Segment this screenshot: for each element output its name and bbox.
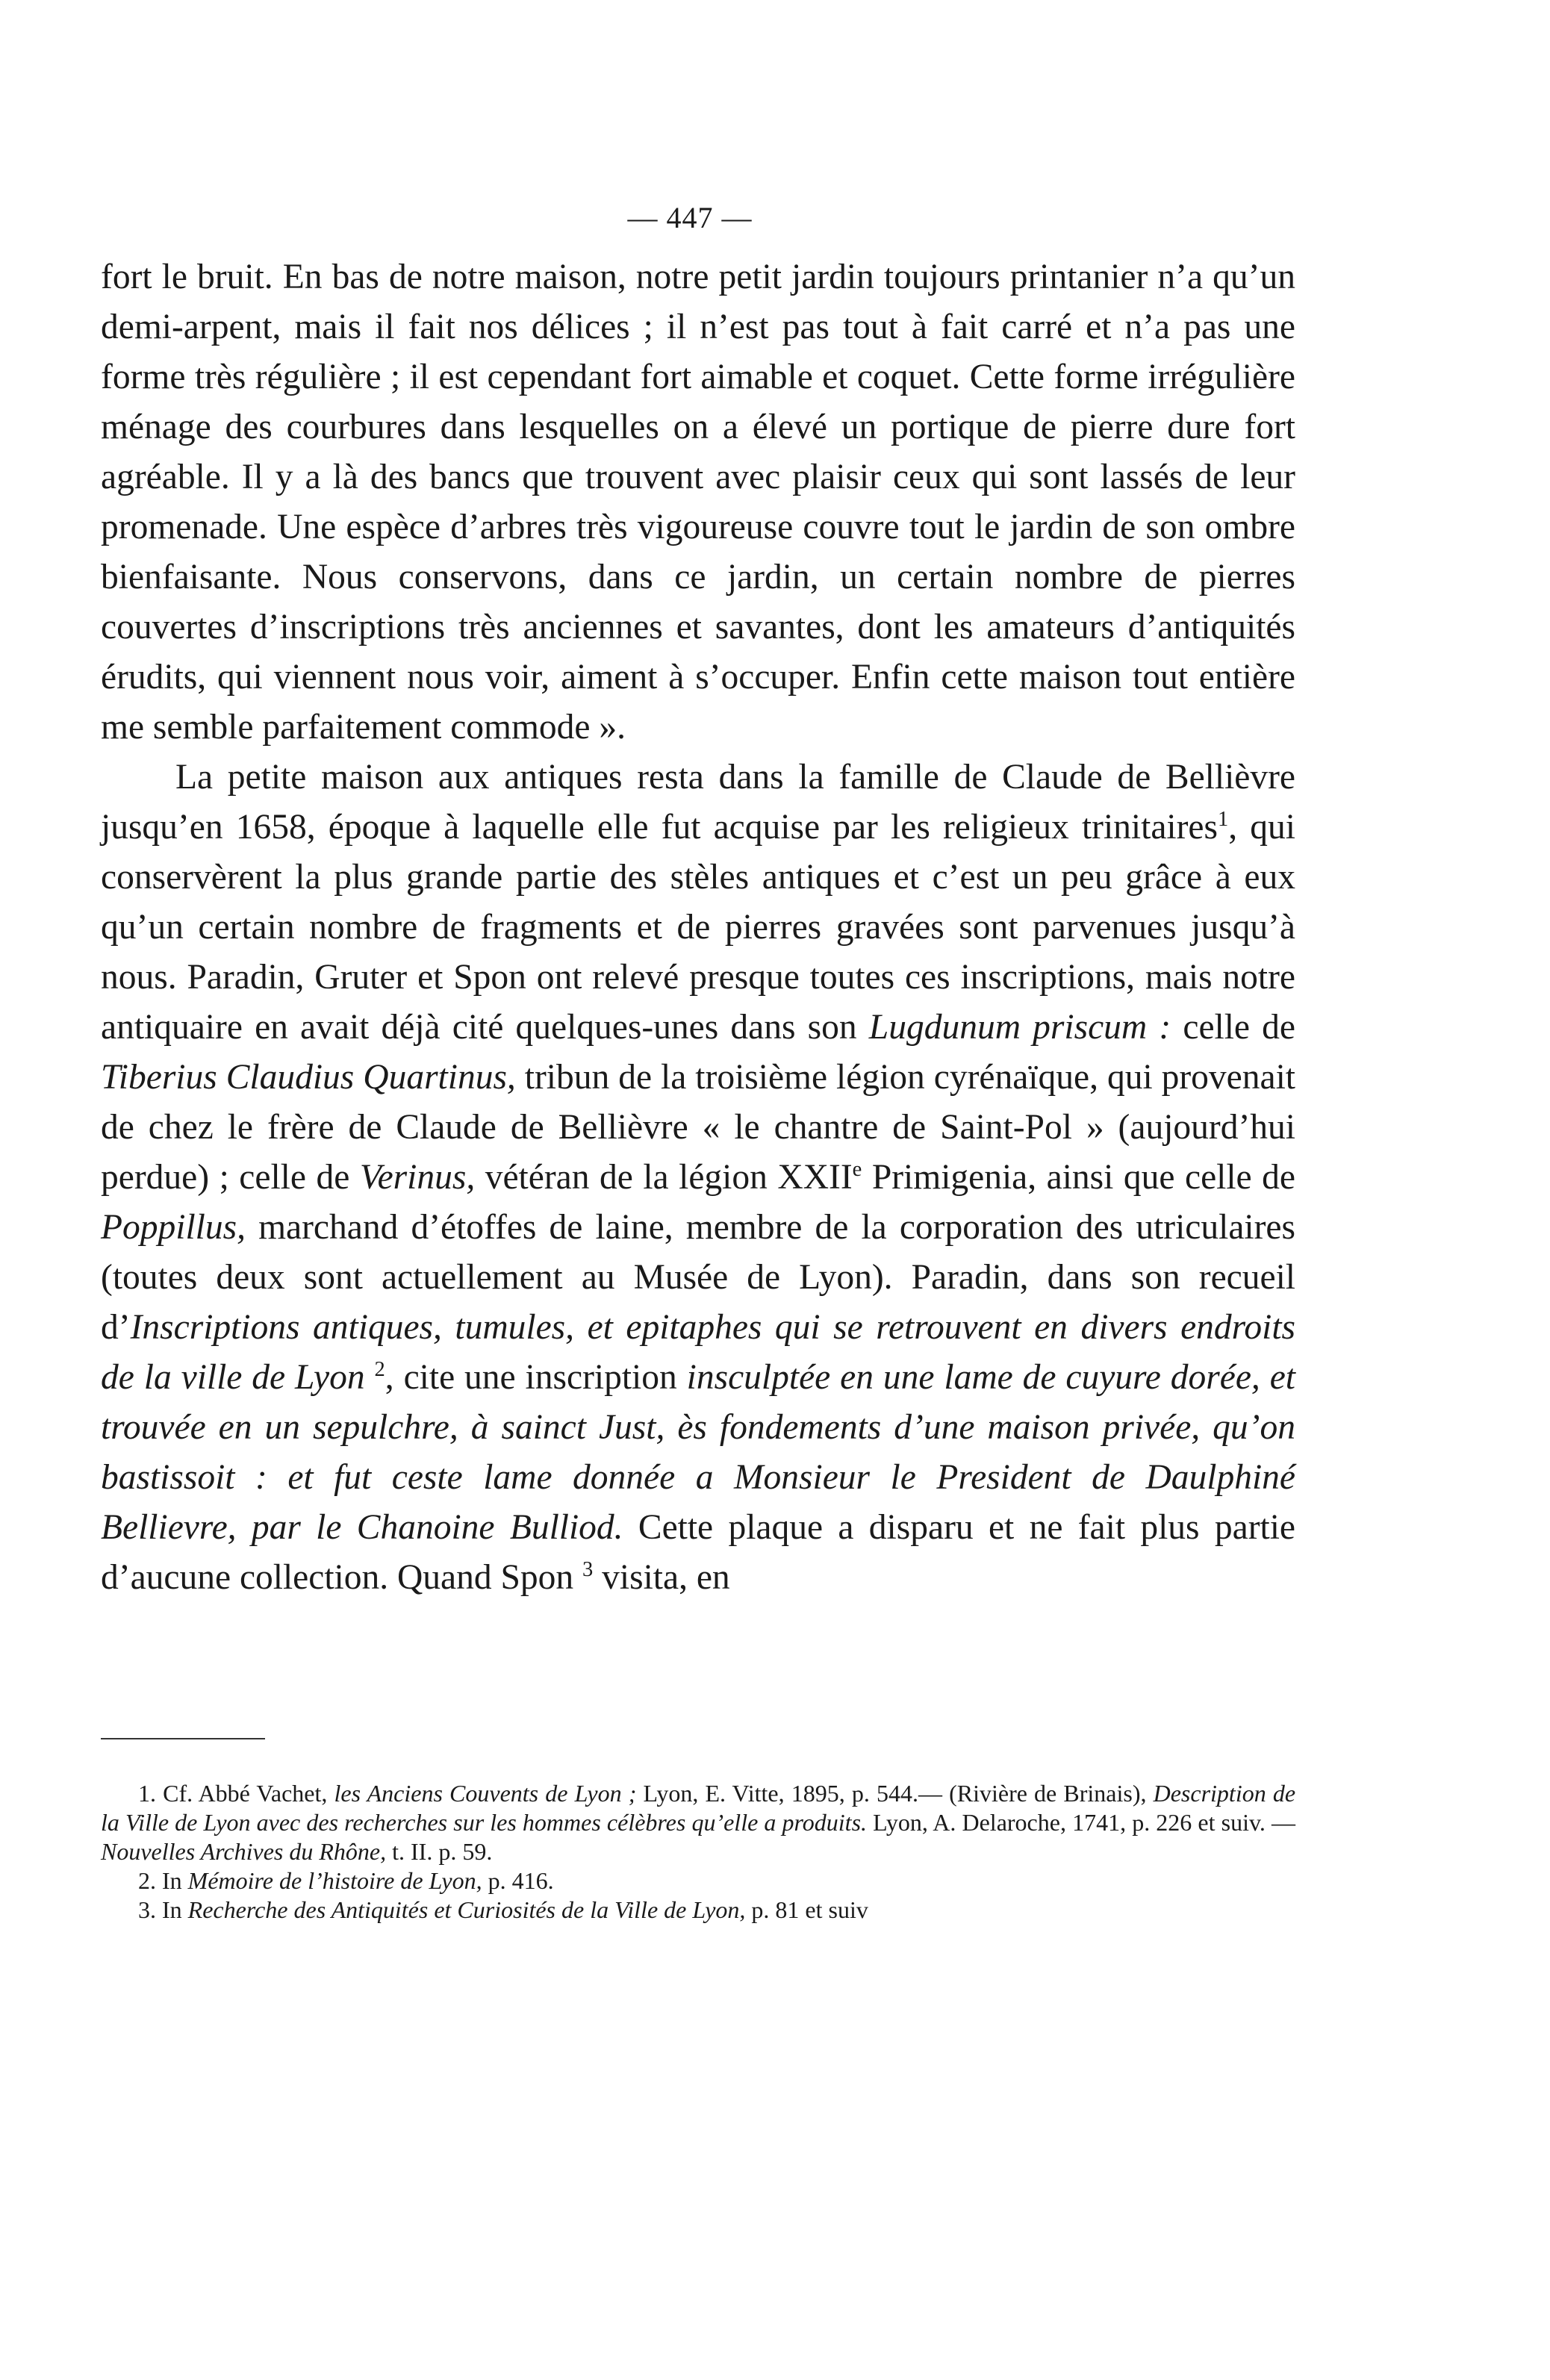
text-run: marchand d’étoffes de laine, membre de la corporation des utriculaires (toutes deux sont actuellement au Musée de Lyon). Paradin, dans son recueil d’ (101, 1208, 1295, 1347)
note-reference: e (852, 1158, 862, 1182)
footnote-2 (101, 1866, 1295, 1895)
italic-text: Description de la Ville de Lyon avec des recherches sur les hommes célèbres qu’elle a produits. (101, 1780, 1296, 1836)
text-run: Primigenia, ainsi que celle de (862, 1158, 1295, 1197)
text-run: Lyon, E. Vitte, 1895, p. 544.— (Rivière de Brinais), (636, 1780, 1154, 1807)
text-run: t. II. p. 59. (386, 1838, 493, 1865)
text-run (365, 1358, 375, 1397)
text-run: 2. In (138, 1867, 188, 1894)
footnote-separator (101, 1738, 265, 1739)
text-run: p. 416. (482, 1867, 554, 1894)
italic-text: Tiberius Claudius Quartinus, (101, 1058, 516, 1097)
italic-text: insculptée en une lame de cuyure dorée, et trouvée en un sepulchre, à sainct Just, ès fondements d’une maison privée, qu’on bastissoit : et fut ceste lame donnée a Monsieur le President de Daulphiné Bellievre, par le Chanoine Bulliod. (101, 1358, 1295, 1547)
note-reference: 2 (374, 1358, 385, 1382)
italic-text: Nouvelles Archives du Rhône, (101, 1838, 387, 1865)
paragraph-1 (101, 252, 1295, 753)
italic-text: Inscriptions antiques, tumules, et epitaphes qui se retrouvent en divers endroits de la ville de Lyon (101, 1308, 1295, 1397)
italic-text: Lugdunum priscum : (868, 1008, 1171, 1047)
text-run: Lyon, A. Delaroche, 1741, p. 226 et suiv. — (867, 1809, 1296, 1836)
text-run: p. 81 et suiv (745, 1896, 868, 1923)
text-run: visita, en (593, 1558, 730, 1597)
italic-text: Poppillus, (101, 1208, 246, 1247)
paragraph-2 (101, 753, 1295, 1603)
footnote-3 (101, 1895, 1295, 1925)
text-run: , cite une inscription (385, 1358, 687, 1397)
text-run: , qui conservèrent la plus grande partie des stèles antiques et c’est un peu grâce à eux qu’un certain nombre de fragments et de pierres gravées sont parvenues jusqu’à nous. Paradin, Gruter et Spon ont relevé presque toutes ces inscriptions, mais notre antiquaire en avait déjà cité quelques-unes dans son (101, 808, 1295, 1047)
text-run: celle de (1171, 1008, 1295, 1047)
page-number: — 447 — (627, 201, 753, 234)
footnotes (101, 1779, 1295, 1925)
note-reference: 1 (1218, 808, 1229, 832)
text-run: tribun de la troisième légion cyrénaïque, qui provenait de chez le frère de Claude de Bellièvre « le chantre de Saint-Pol » (aujourd’hui perdue) ; celle de (101, 1058, 1295, 1197)
text-run: fort le bruit. En bas de notre maison, notre petit jardin toujours printanier n’a qu’un demi-arpent, mais il fait nos délices ; il n’est pas tout à fait carré et n’a pas une forme très régulière ; il est cependant fort aimable et coquet. Cette forme irrégulière ménage des courbures dans lesquelles on a élevé un portique de pierre dure fort agréable. Il y a là des bancs que trouvent avec plaisir ceux qui sont lassés de leur promenade. Une espèce d’arbres très vigoureuse couvre tout le jardin de son ombre bienfaisante. Nous conservons, dans ce jardin, un certain nombre de pierres couvertes d’inscriptions très anciennes et savantes, dont les amateurs d’antiquités érudits, qui viennent nous voir, aiment à s’occuper. Enfin cette maison tout entière me semble parfaitement commode ». (101, 258, 1295, 747)
text-run: 1. Cf. Abbé Vachet, (138, 1780, 334, 1807)
italic-text: Verinus, (359, 1158, 476, 1197)
italic-text: les Anciens Couvents de Lyon ; (334, 1780, 637, 1807)
text-run: La petite maison aux antiques resta dans la famille de Claude de Bellièvre jusqu’en 1658, époque à laquelle elle fut acquise par les religieux trinitaires (101, 758, 1295, 847)
text-run: vétéran de la légion XXII (475, 1158, 853, 1197)
text-run: 3. In (138, 1896, 188, 1923)
footnote-1 (101, 1779, 1295, 1866)
text-run: Cette plaque a disparu et ne fait plus partie d’aucune collection. Quand Spon (101, 1508, 1295, 1597)
body-text (101, 252, 1295, 1603)
italic-text: Mémoire de l’histoire de Lyon, (187, 1867, 482, 1894)
note-reference: 3 (582, 1558, 594, 1582)
italic-text: Recherche des Antiquités et Curiosités de la Ville de Lyon, (187, 1896, 746, 1923)
